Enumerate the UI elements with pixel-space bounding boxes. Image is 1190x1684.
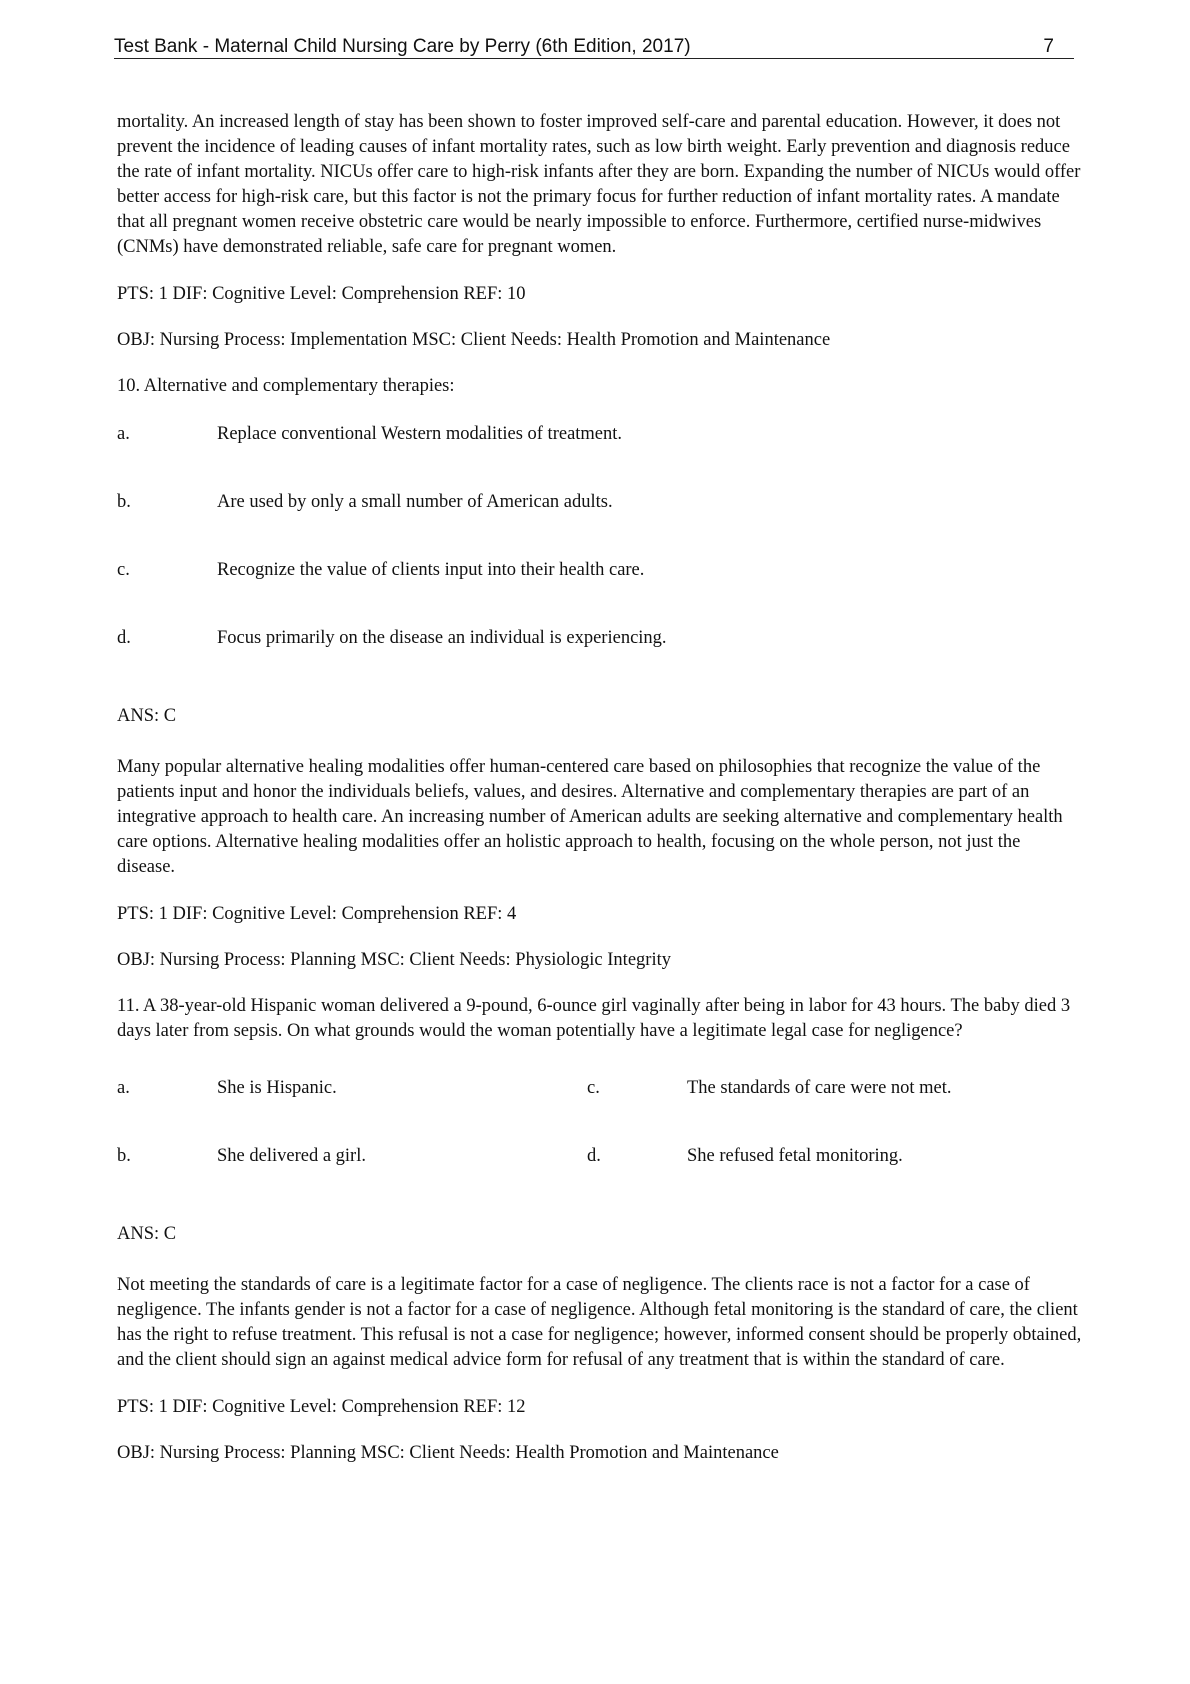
q10-option-letter: b. <box>117 492 131 512</box>
q11-obj: OBJ: Nursing Process: Planning MSC: Client Needs: Health Promotion and Maintenance <box>117 1443 779 1463</box>
q10-options <box>117 422 1082 694</box>
q10-answer: ANS: C <box>117 706 177 726</box>
q11-option-text: She delivered a girl. <box>217 1146 366 1166</box>
q9-obj: OBJ: Nursing Process: Implementation MSC: Client Needs: Health Promotion and Maintenance <box>117 330 831 350</box>
q10-option-text: Focus primarily on the disease an individual is experiencing. <box>217 628 667 648</box>
q11-stem: 11. A 38-year-old Hispanic woman delivered a 9-pound, 6-ounce girl vaginally after being in labor for 43 hours. The baby died 3 days later from sepsis. On what grounds would the woman potentially have a legitimate legal case for negligence? <box>117 996 1071 1041</box>
q10-option-d <box>117 626 1082 694</box>
q11-answer: ANS: C <box>117 1224 177 1244</box>
q10-pts: PTS: 1 DIF: Cognitive Level: Comprehension REF: 4 <box>117 904 517 924</box>
q11-option-text: The standards of care were not met. <box>687 1078 952 1098</box>
q11-options <box>117 1076 1082 1212</box>
q11-option-letter: b. <box>117 1146 131 1166</box>
header-title: Test Bank - Maternal Child Nursing Care by Perry (6th Edition, 2017) <box>114 36 691 57</box>
q10-option-letter: d. <box>117 628 131 648</box>
q10-option-c <box>117 558 1082 626</box>
q11-pts: PTS: 1 DIF: Cognitive Level: Comprehension REF: 12 <box>117 1397 526 1417</box>
q11-option-letter: d. <box>587 1146 601 1166</box>
q10-option-b <box>117 490 1082 558</box>
q9-pts: PTS: 1 DIF: Cognitive Level: Comprehension REF: 10 <box>117 284 526 304</box>
page-number: 7 <box>1043 36 1054 57</box>
q11-option-letter: c. <box>587 1078 600 1098</box>
q11-option-text: She refused fetal monitoring. <box>687 1146 903 1166</box>
q11-rationale: Not meeting the standards of care is a legitimate factor for a case of negligence. The clients race is not a factor for a case of negligence. The infants gender is not a factor for a case of negligence. Although fetal monitoring is the standard of care, the client has the right to refuse treatment. This refusal is not a case for negligence; however, informed consent should be properly obtained, and the client should sign an against medical advice form for refusal of any treatment that is within the standard of care. <box>117 1275 1082 1370</box>
q11-option-text: She is Hispanic. <box>217 1078 337 1098</box>
q9-rationale: mortality. An increased length of stay has been shown to foster improved self-care and parental education. However, it does not prevent the incidence of leading causes of infant mortality rates, such as low birth weight. Early prevention and diagnosis reduce the rate of infant mortality. NICUs offer care to high-risk infants after they are born. Expanding the number of NICUs would offer better access for high-risk care, but this factor is not the primary focus for further reduction of infant mortality rates. A mandate that all pregnant women receive obstetric care would be nearly impossible to enforce. Furthermore, certified nurse-midwives (CNMs) have demonstrated reliable, safe care for pregnant women. <box>117 112 1081 257</box>
q10-option-a <box>117 422 1082 490</box>
q10-option-text: Replace conventional Western modalities of treatment. <box>217 424 623 444</box>
q10-stem: 10. Alternative and complementary therapies: <box>117 376 455 396</box>
q10-rationale: Many popular alternative healing modalities offer human-centered care based on philosophies that recognize the value of the patients input and honor the individuals beliefs, values, and desires. Alternative and complementary therapies are part of an integrative approach to health care. An increasing number of American adults are seeking alternative and complementary health care options. Alternative healing modalities offer an holistic approach to health, focusing on the whole person, not just the disease. <box>117 757 1063 877</box>
q10-obj: OBJ: Nursing Process: Planning MSC: Client Needs: Physiologic Integrity <box>117 950 671 970</box>
page-header <box>114 30 1074 59</box>
q10-option-text: Are used by only a small number of American adults. <box>217 492 613 512</box>
q11-option-letter: a. <box>117 1078 130 1098</box>
q10-option-text: Recognize the value of clients input into their health care. <box>217 560 645 580</box>
q10-option-letter: c. <box>117 560 130 580</box>
q10-option-letter: a. <box>117 424 130 444</box>
page-content <box>117 110 1082 1487</box>
